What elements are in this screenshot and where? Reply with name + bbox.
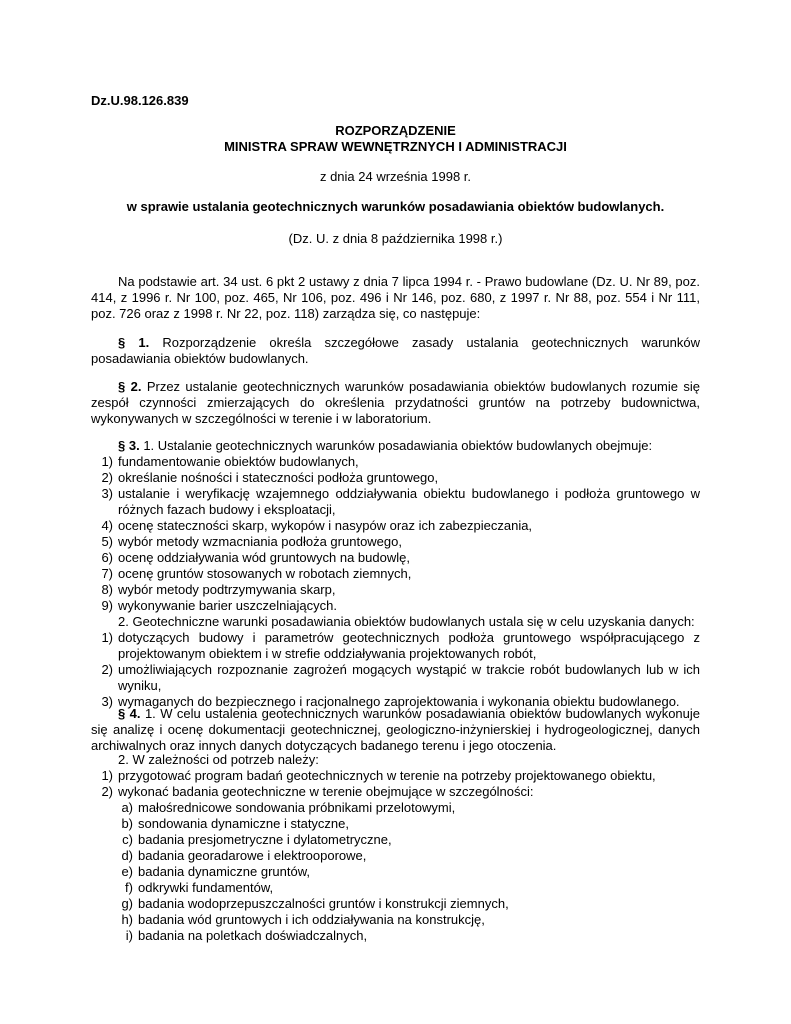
journal-reference: Dz.U.98.126.839 — [91, 93, 189, 108]
section-4-label: § 4. — [118, 706, 141, 721]
sub-list-item: b) sondowania dynamiczne i statyczne, — [121, 816, 350, 831]
list-item: 1) fundamentowanie obiektów budowlanych, — [101, 454, 359, 469]
list-item: 1) dotyczących budowy i parametrów geotechnicznych podłoża gruntowego współpracującego z projektowanym obiektem i w strefie oddziaływania projektowanych robót, — [101, 630, 700, 661]
list-item: 2) wykonać badania geotechniczne w terenie obejmujące w szczególności: — [101, 784, 534, 799]
section-4-paragraph-1: § 4. 1. W celu ustalenia geotechnicznych warunków posadawiania obiektów budowlanych wykonuje się analizę i ocenę dokumentacji geotechnicznej, geologiczno-inżynierskiej i hydrogeologicznej, danych archiwalnych oraz innych danych dotyczących badanego terenu i jego otoczenia. — [91, 706, 701, 753]
list-item: 9) wykonywanie barier uszczelniających. — [101, 598, 337, 613]
section-1 — [91, 335, 700, 367]
section-1-label: § 1. — [118, 335, 150, 350]
list-item: 4) ocenę stateczności skarp, wykopów i nasypów oraz ich zabezpieczania, — [101, 518, 533, 533]
section-4-list — [91, 752, 700, 944]
issuing-authority: MINISTRA SPRAW WEWNĘTRZNYCH I ADMINISTRACJI — [224, 139, 567, 154]
sub-list-item: i) badania na poletkach doświadczalnych, — [125, 928, 368, 943]
sub-list-item: e) badania dynamiczne gruntów, — [121, 864, 311, 879]
section-2 — [91, 379, 700, 427]
preamble: Na podstawie art. 34 ust. 6 pkt 2 ustawy z dnia 7 lipca 1994 r. - Prawo budowlane (Dz. U. Nr 89, poz. 414, z 1996 r. Nr 100, poz. 465, Nr 106, poz. 496 i Nr 146, poz. 680, z 1997 r. Nr 88, poz. 554 i Nr 111, poz. 726 oraz z 1998 r. Nr 22, poz. 118) zarządza się, co następuje: — [91, 274, 700, 321]
issue-date: z dnia 24 września 1998 r. — [319, 169, 472, 184]
document-type-title: ROZPORZĄDZENIE — [335, 123, 456, 138]
sub-list-item: a) małośrednicowe sondowania próbnikami przelotowymi, — [121, 800, 456, 815]
subject-line: w sprawie ustalania geotechnicznych warunków posadawiania obiektów budowlanych. — [126, 199, 665, 214]
sub-list-item: d) badania georadarowe i elektrooporowe, — [121, 848, 367, 863]
sub-list-item: h) badania wód gruntowych i ich oddziaływania na konstrukcję, — [121, 912, 485, 927]
list-item: 3) wymaganych do bezpiecznego i racjonalnego zaprojektowania i wykonania obiektu budowlanego. — [101, 694, 680, 709]
section-1-text: Rozporządzenie określa szczegółowe zasady ustalania geotechnicznych warunków posadawiania obiektów budowlanych. — [91, 335, 700, 366]
list-item: 7) ocenę gruntów stosowanych w robotach ziemnych, — [101, 566, 412, 581]
publication-date: (Dz. U. z dnia 8 października 1998 r.) — [288, 231, 503, 246]
list-item: 3) ustalanie i weryfikację wzajemnego oddziaływania obiektu budowlanego i podłoża gruntowego w różnych fazach budowy i eksploatacji, — [101, 486, 700, 517]
list-item: 6) ocenę oddziaływania wód gruntowych na budowlę, — [101, 550, 410, 565]
section-3-paragraph-1: § 3. 1. Ustalanie geotechnicznych warunków posadawiania obiektów budowlanych obejmuje: — [118, 438, 653, 453]
section-3-list-1 — [91, 454, 700, 710]
section-2-text: Przez ustalanie geotechnicznych warunków posadawiania obiektów budowlanych rozumie się zespół czynności zmierzających do określenia przydatności gruntów na potrzeby budownictwa, wykonywanych w szczególności w terenie i w laboratorium. — [91, 379, 700, 426]
list-item: 2) umożliwiających rozpoznanie zagrożeń mogących wystąpić w trakcie robót budowlanych lub w ich wyniku, — [101, 662, 700, 693]
section-3-paragraph-2: 2. Geotechniczne warunki posadawiania obiektów budowlanych ustala się w celu uzyskania danych: — [118, 614, 695, 629]
list-item: 2) określanie nośności i stateczności podłoża gruntowego, — [101, 470, 439, 485]
section-4-paragraph-2: 2. W zależności od potrzeb należy: — [118, 752, 319, 767]
list-item: 1) przygotować program badań geotechnicznych w terenie na potrzeby projektowanego obiektu, — [101, 768, 656, 783]
list-item: 8) wybór metody podtrzymywania skarp, — [101, 582, 336, 597]
sub-list-item: c) badania presjometryczne i dylatometryczne, — [122, 832, 392, 847]
section-2-label: § 2. — [118, 379, 142, 394]
sub-list-item: f) odkrywki fundamentów, — [125, 880, 274, 895]
section-3-label: § 3. — [118, 438, 140, 453]
sub-list-item: g) badania wodoprzepuszczalności gruntów i konstrukcji ziemnych, — [121, 896, 509, 911]
list-item: 5) wybór metody wzmacniania podłoża gruntowego, — [101, 534, 402, 549]
